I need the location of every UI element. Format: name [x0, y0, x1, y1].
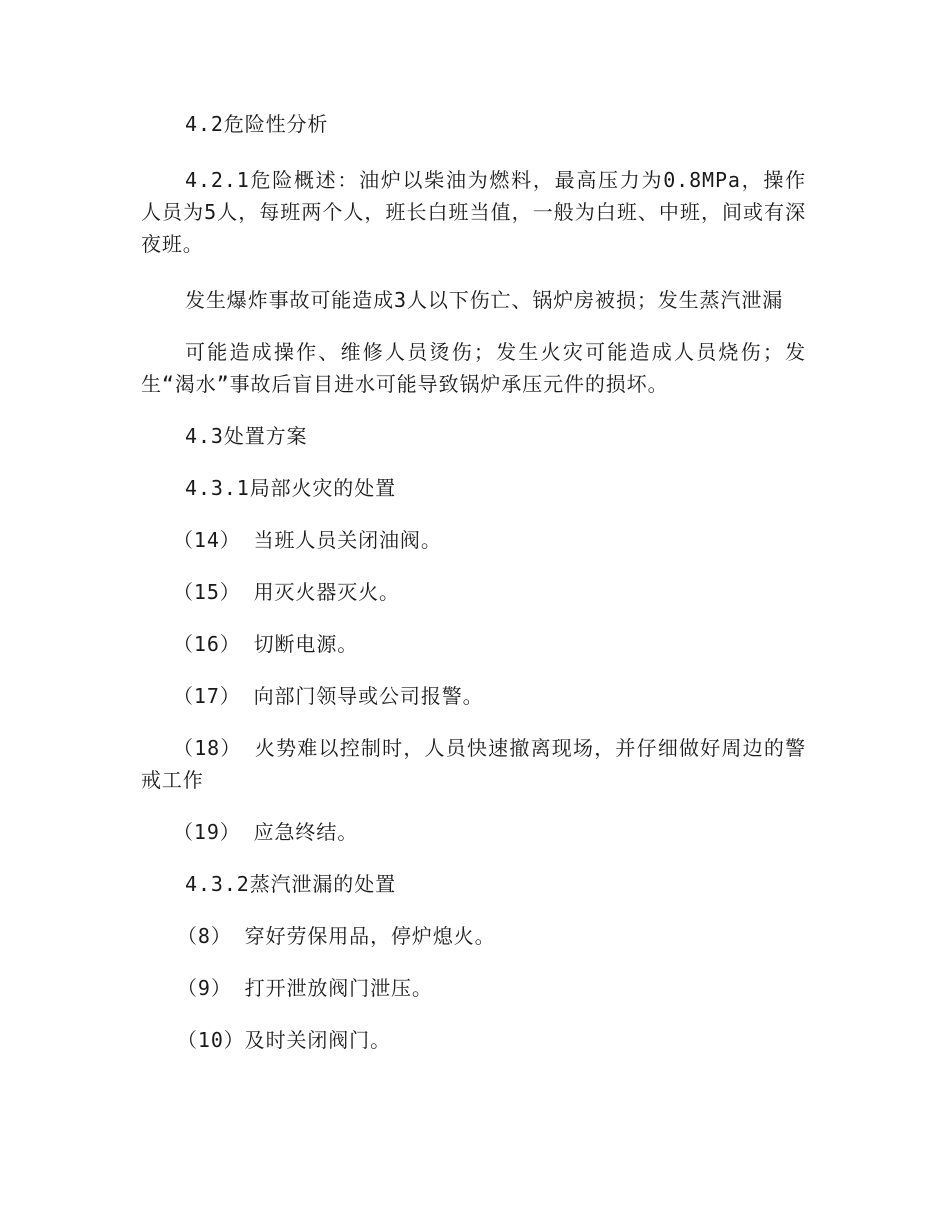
list-item-8: （8） 穿好劳保用品，停炉熄火。: [177, 924, 496, 948]
list-item-9: （9） 打开泄放阀门泄压。: [177, 976, 433, 1000]
section-heading-4-3-1: 4.3.1局部火灾的处置: [185, 476, 397, 500]
section-heading-4-2: 4.2危险性分析: [185, 112, 329, 136]
list-item-19: （19） 应急终结。: [173, 820, 359, 844]
paragraph-explosion-risk: 发生爆炸事故可能造成3人以下伤亡、锅炉房被损；发生蒸汽泄漏: [185, 288, 784, 312]
list-item-16: （16） 切断电源。: [173, 632, 359, 656]
list-item-18: （18） 火势难以控制时，人员快速撤离现场，并仔细做好周边的警戒工作: [141, 736, 806, 792]
list-item-15: （15） 用灭火器灭火。: [173, 580, 400, 604]
section-heading-4-3: 4.3处置方案: [185, 424, 308, 448]
list-item-17: （17） 向部门领导或公司报警。: [173, 684, 484, 708]
document-body: [141, 108, 806, 1056]
paragraph-hazard-overview: 4.2.1危险概述：油炉以柴油为燃料，最高压力为0.8MPa，操作人员为5人，每班两个人，班长白班当值，一般为白班、中班，间或有深夜班。: [141, 168, 806, 256]
section-heading-4-3-2: 4.3.2蒸汽泄漏的处置: [185, 872, 397, 896]
paragraph-scald-risk: 可能造成操作、维修人员烫伤；发生火灾可能造成人员烧伤；发生“渴水”事故后盲目进水可能导致锅炉承压元件的损坏。: [141, 340, 806, 396]
list-item-14: （14） 当班人员关闭油阀。: [173, 528, 442, 552]
list-item-10: （10）及时关闭阀门。: [177, 1028, 391, 1052]
